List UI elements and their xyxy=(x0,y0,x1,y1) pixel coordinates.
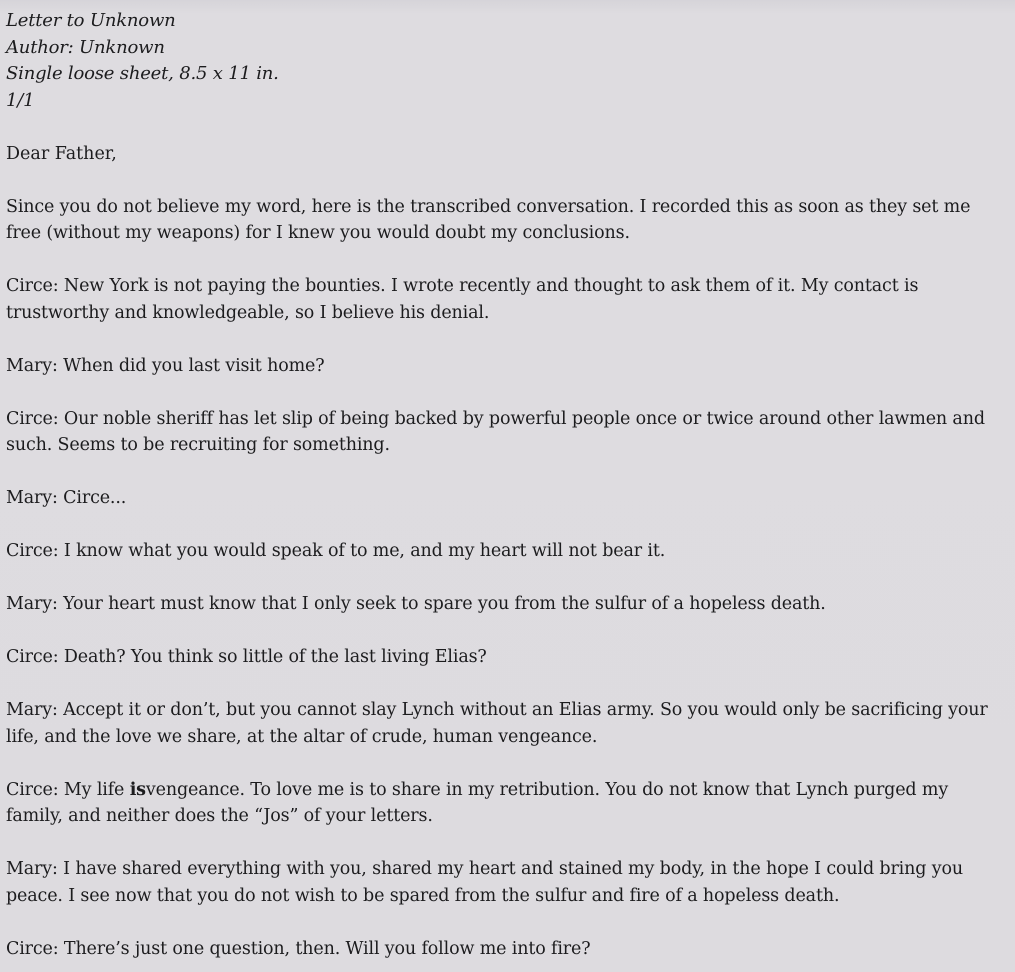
dialogue-line: Mary: When did you last visit home? xyxy=(6,355,325,376)
dialogue-line: Circe: I know what you would speak of to me, and my heart will not bear it. xyxy=(6,541,666,561)
dialogue-line-emphasis xyxy=(6,777,1007,830)
dialogue-line: Mary: Circe... xyxy=(6,488,127,508)
dialogue-line: Circe: Our noble sheriff has let slip of being backed by powerful people once or twice around other lawmen and such. Seems to be recruiting for something. xyxy=(6,408,985,455)
dialogue-line: Mary: I have shared everything with you, shared my heart and stained my body, in the hope I could bring you peace. I see now that you do not wish to be spared from the sulfur and fire of a hopeless death. xyxy=(6,859,963,906)
letter-body xyxy=(6,194,1007,963)
dialogue-line: Mary: Your heart must know that I only seek to spare you from the sulfur of a hopeless death. xyxy=(6,594,826,614)
letter-metadata xyxy=(6,8,1007,114)
emphasized-word: is xyxy=(129,779,146,800)
dialogue-line: Circe: Death? You think so little of the last living Elias? xyxy=(6,647,487,667)
letter-title: Letter to Unknown xyxy=(6,10,176,31)
dialogue-line: Circe: There’s just one question, then. Will you follow me into fire? xyxy=(6,938,591,959)
dialogue-text-before: Circe: My life xyxy=(6,779,130,800)
dialogue-line: Circe: New York is not paying the bounties. I wrote recently and thought to ask them of it. My contact is trustworthy and knowledgeable, so I believe his denial. xyxy=(6,276,919,323)
dialogue-text-after: vengeance. To love me is to share in my retribution. You do not know that Lynch purged my family, and neither does the “Jos” of your letters. xyxy=(6,779,949,826)
letter-page-number: 1/1 xyxy=(6,89,35,111)
letter-author: Author: Unknown xyxy=(6,36,165,58)
letter-format: Single loose sheet, 8.5 x 11 in. xyxy=(6,63,279,84)
dialogue-line: Mary: Accept it or don’t, but you cannot slay Lynch without an Elias army. So you would only be sacrificing your life, and the love we share, at the altar of crude, human vengeance. xyxy=(6,700,988,747)
letter-greeting: Dear Father, xyxy=(6,143,117,164)
paragraph-intro: Since you do not believe my word, here is the transcribed conversation. I recorded this as soon as they set me free (without my weapons) for I knew you would doubt my conclusions. xyxy=(6,196,971,243)
